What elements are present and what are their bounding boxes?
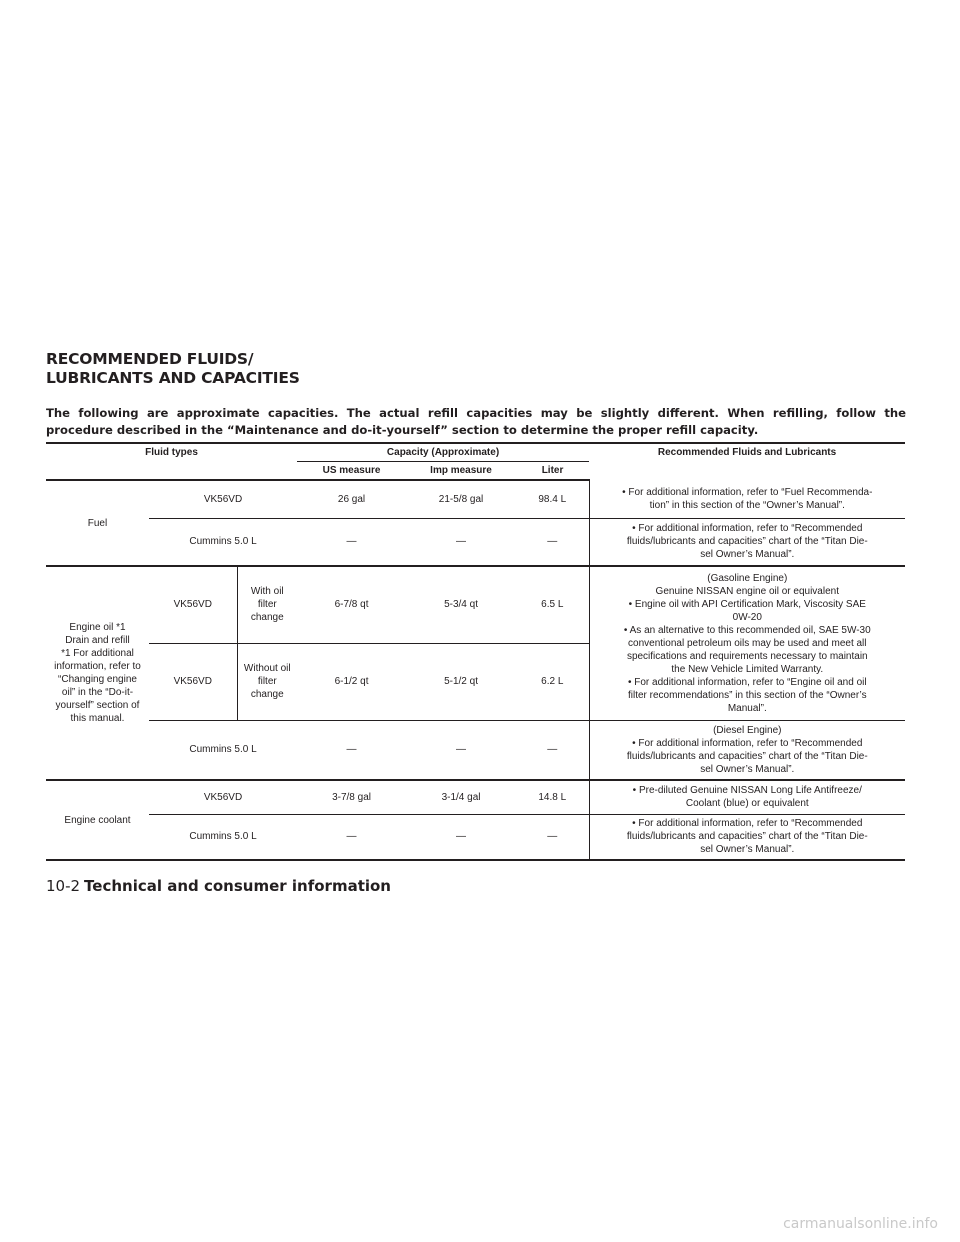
- coolant-vk-liter: 14.8 L: [538, 791, 567, 803]
- table-row: [46, 814, 905, 860]
- table-row: [46, 518, 905, 566]
- table-row: [46, 566, 905, 643]
- oil-diesel-recommendation: (Diesel Engine) • For additional information, refer to “Recommended fluids/lubricants and capacities” chart of the “Titan Die- sel Owner’s Manual”.: [589, 720, 905, 780]
- oil-gasoline-recommendation: (Gasoline Engine) Genuine NISSAN engine oil or equivalent • Engine oil with API Certification Mark, Viscosity SAE 0W-20 • As an alternative to this recommended oil, SAE 5W-30 conventional petroleum oils may be used and meet all specifications and requirements necessary to maintain the New Vehicle Limited Warranty. • For additional information, refer to “Engine oil and oil filter recommendations” in this section of the “Owner’s Manual”.: [589, 566, 905, 720]
- section-title-line-2: LUBRICANTS AND CAPACITIES: [46, 369, 300, 387]
- table-row: [46, 720, 905, 780]
- oil-without-filter-liter: 6.2 L: [516, 643, 589, 720]
- oil-cummins-imp: —: [406, 720, 516, 780]
- coolant-cummins-us: —: [297, 814, 406, 860]
- section-title-line-1: RECOMMENDED FLUIDS/: [46, 350, 254, 368]
- coolant-cummins-model: Cummins 5.0 L: [149, 814, 297, 860]
- fluids-capacities-table: [46, 442, 905, 861]
- watermark: carmanualsonline.info: [783, 1216, 938, 1232]
- fuel-vk-imp: 21-5/8 gal: [438, 493, 484, 505]
- oil-with-filter-us: 6-7/8 qt: [334, 599, 369, 611]
- oil-cummins-liter: —: [516, 720, 589, 780]
- oil-without-filter-model: VK56VD: [149, 643, 237, 720]
- oil-without-filter-us: 6-1/2 qt: [297, 643, 406, 720]
- fuel-cummins-recommendation: • For additional information, refer to “Recommended fluids/lubricants and capacities” chart of the “Titan Die- sel Owner’s Manual”.: [589, 518, 905, 566]
- coolant-cummins-liter: —: [516, 814, 589, 860]
- oil-with-filter-imp: 5-3/4 qt: [444, 599, 478, 611]
- section-title: [46, 350, 300, 388]
- fuel-cummins-imp: —: [406, 518, 516, 566]
- coolant-vk-us: 3-7/8 gal: [332, 791, 371, 803]
- header-fluid-types: Fluid types: [46, 443, 297, 462]
- fuel-vk-model: VK56VD: [203, 493, 243, 505]
- oil-cummins-model: Cummins 5.0 L: [149, 720, 297, 780]
- header-liter: Liter: [516, 462, 589, 481]
- table-row: [46, 780, 905, 814]
- oil-with-filter-liter: 6.5 L: [541, 599, 564, 611]
- oil-with-filter-condition: With oil filter change: [237, 566, 297, 643]
- header-us-measure: US measure: [297, 462, 406, 481]
- fuel-vk-liter: 98.4 L: [538, 493, 567, 505]
- table-header-row: [46, 443, 905, 462]
- coolant-vk-model: VK56VD: [203, 791, 243, 803]
- coolant-label: Engine coolant: [46, 780, 149, 860]
- fuel-label: Fuel: [46, 480, 149, 566]
- header-imp-measure: Imp measure: [406, 462, 516, 481]
- footer-title: Technical and consumer information: [84, 877, 391, 895]
- fuel-vk-us: 26 gal: [337, 493, 366, 505]
- table-row: [46, 480, 905, 518]
- engine-oil-label: Engine oil *1 Drain and refill *1 For additional information, refer to “Changing engine oil” in the “Do-it- yourself” section of this manual.: [46, 566, 149, 780]
- fuel-cummins-liter: —: [516, 518, 589, 566]
- page-footer: [46, 876, 391, 896]
- fuel-cummins-us: —: [297, 518, 406, 566]
- coolant-vk-recommendation: • Pre-diluted Genuine NISSAN Long Life Antifreeze/ Coolant (blue) or equivalent: [589, 780, 905, 814]
- oil-without-filter-condition: Without oil filter change: [237, 643, 297, 720]
- oil-without-filter-imp: 5-1/2 qt: [406, 643, 516, 720]
- fuel-cummins-model: Cummins 5.0 L: [149, 518, 297, 566]
- coolant-cummins-imp: —: [406, 814, 516, 860]
- oil-cummins-us: —: [297, 720, 406, 780]
- oil-with-filter-model: VK56VD: [173, 599, 212, 611]
- coolant-cummins-recommendation: • For additional information, refer to “Recommended fluids/lubricants and capacities” chart of the “Titan Die- sel Owner’s Manual”.: [589, 814, 905, 860]
- header-recommended: Recommended Fluids and Lubricants: [589, 443, 905, 480]
- header-capacity: Capacity (Approximate): [297, 443, 589, 462]
- coolant-vk-imp: 3-1/4 gal: [441, 791, 481, 803]
- intro-paragraph: The following are approximate capacities. The actual refill capacities may be slightly different. When refilling, follow the procedure described in the “Maintenance and do-it-yourself” section to determine the proper refill capacity.: [46, 406, 906, 437]
- page-number: 10-2: [46, 877, 81, 895]
- fuel-vk-recommendation: • For additional information, refer to “Fuel Recommenda- tion” in this section of the “Owner’s Manual”.: [589, 480, 905, 518]
